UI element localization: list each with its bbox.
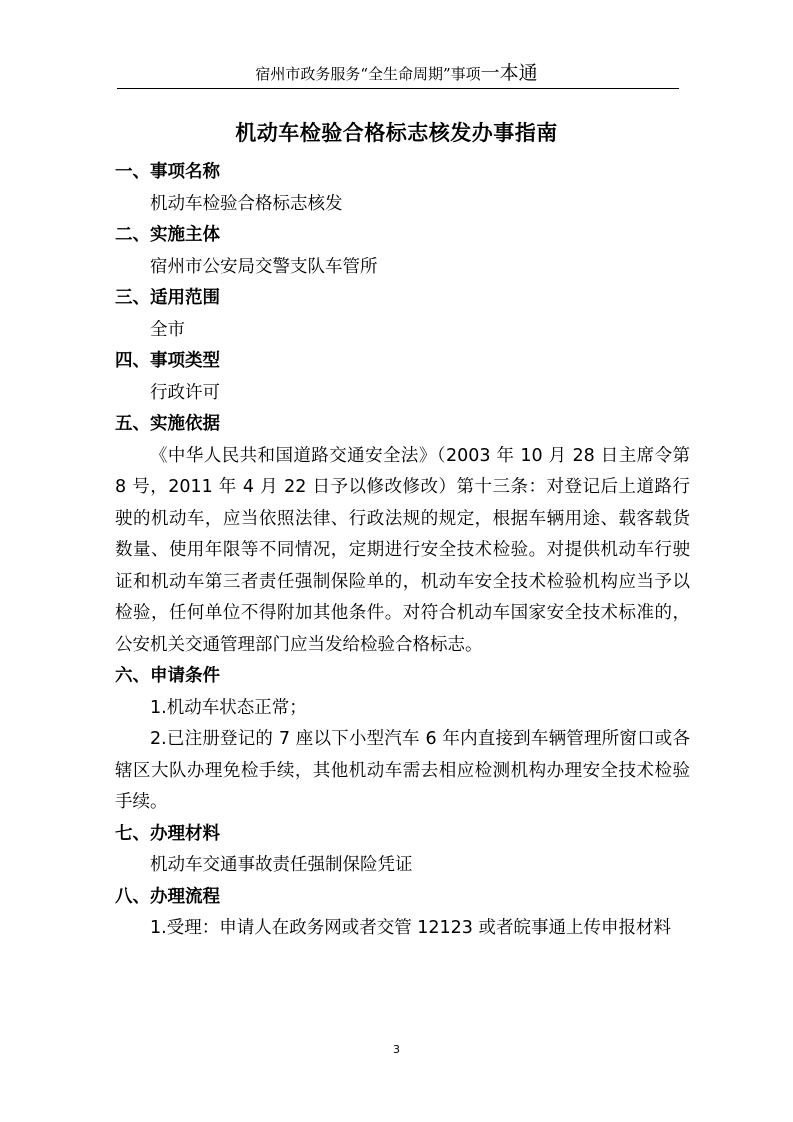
section-heading-implementer: 二、实施主体 <box>115 225 220 245</box>
section-heading-materials: 七、办理材料 <box>115 823 220 844</box>
section-heading-item-name: 一、事项名称 <box>115 162 220 182</box>
section-text-basis: 《中华人民共和国道路交通安全法》（2003 年 10 月 28 日主席令第 8 号，2011 年 4 月 22 日予以修改修改）第十三条：对登记后上道路行驶的机动车，应当依照法律、行政法规的规定，根据车辆用途、载客载货数量、使用年限等不同情况，定期进行安全技术检验。对提供机动车行驶证和机动车第三者责任强制保险单的，机动车安全技术检验机构应当予以检验，任何单位不得附加其他条件。对符合机动车国家安全技术标准的，公安机关交通管理部门应当发给检验合格标志。 <box>115 445 690 655</box>
document-body <box>115 157 690 945</box>
condition-item-2: 2.已注册登记的 7 座以下小型汽车 6 年内直接到车辆管理所窗口或各辖区大队办理免检手续，其他机动车需去相应检测机构办理安全技术检验手续。 <box>115 729 690 812</box>
section-heading-conditions: 六、申请条件 <box>115 666 220 686</box>
header-prefix: 宿州市政务服务“全生命周期”事项 <box>255 65 481 83</box>
header-suffix: 一本通 <box>480 62 538 84</box>
document-title: 机动车检验合格标志核发办事指南 <box>235 121 558 145</box>
section-text-type: 行政许可 <box>150 382 220 403</box>
section-text-implementer: 宿州市公安局交警支队车管所 <box>150 256 378 277</box>
section-text-scope: 全市 <box>150 319 185 340</box>
process-item-1: 1.受理：申请人在政务网或者交管 12123 或者皖事通上传申报材料 <box>150 918 671 938</box>
section-heading-type: 四、事项类型 <box>115 351 220 371</box>
section-text-item-name: 机动车检验合格标志核发 <box>150 193 343 214</box>
section-heading-process: 八、办理流程 <box>115 886 220 907</box>
section-heading-basis: 五、实施依据 <box>115 414 220 434</box>
section-text-materials: 机动车交通事故责任强制保险凭证 <box>150 855 413 875</box>
page-header <box>0 58 793 85</box>
page-number: 3 <box>393 1043 400 1056</box>
header-rule <box>117 88 679 89</box>
section-heading-scope: 三、适用范围 <box>115 288 220 308</box>
condition-item-1: 1.机动车状态正常； <box>150 697 307 718</box>
